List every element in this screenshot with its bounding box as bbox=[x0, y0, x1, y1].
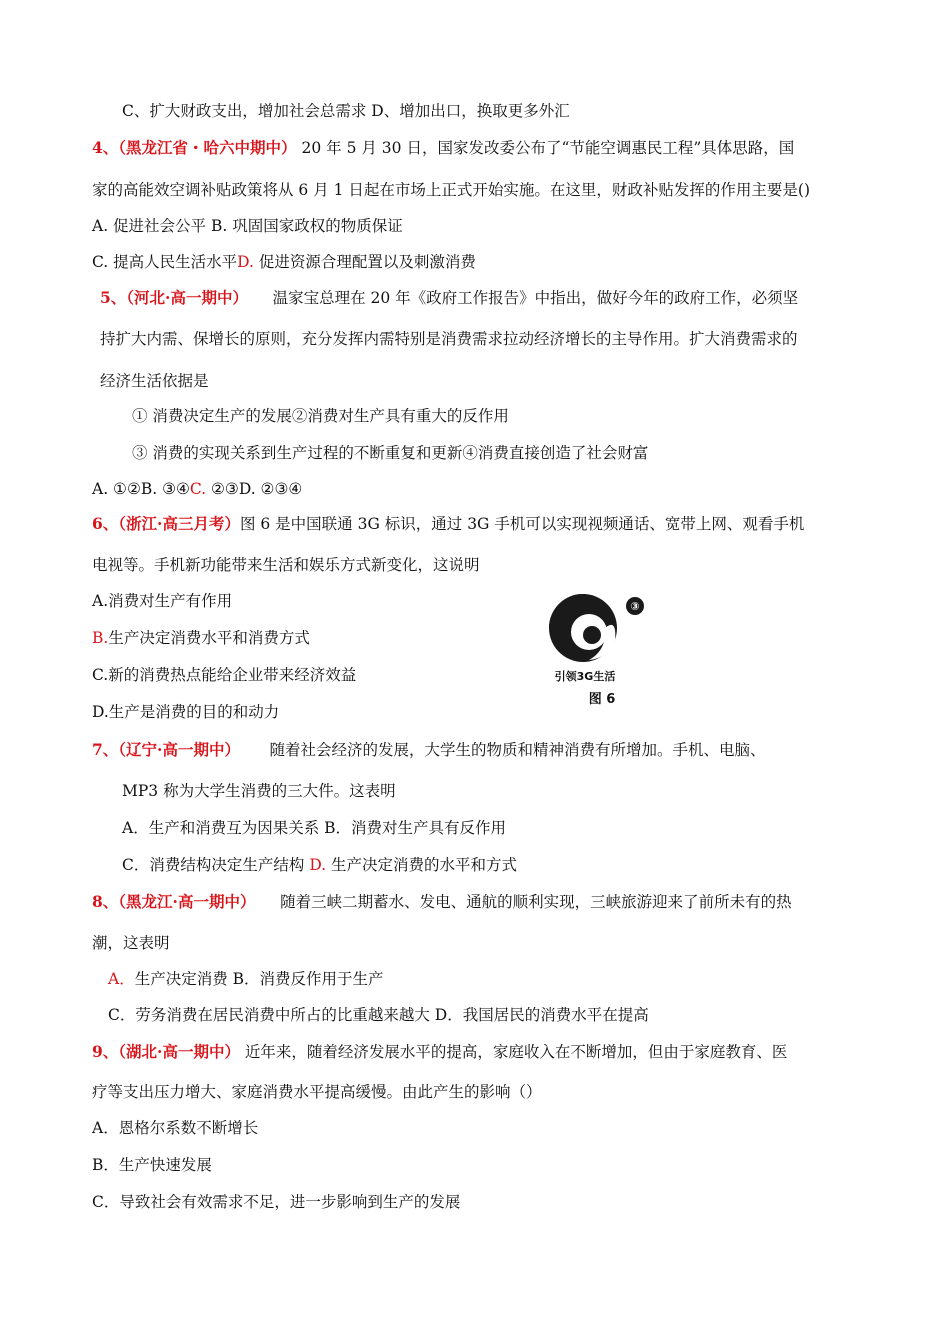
q8-options-a-b bbox=[108, 969, 384, 989]
q5-source: （河北·高一期中） bbox=[126, 288, 248, 307]
q8-number: 8、 bbox=[92, 892, 119, 911]
q9-stem-line2: 疗等支出压力增大、家庭消费水平提高缓慢。由此产生的影响（） bbox=[92, 1083, 542, 1101]
q6-stem-line1 bbox=[92, 514, 804, 534]
q7-number: 7、 bbox=[92, 740, 119, 759]
q6-text: 图 6 是中国联通 3G 标识，通过 3G 手机可以实现视频通话、宽带上网、观看手机 bbox=[239, 515, 805, 533]
q4-option-d: 促进资源合理配置以及刺激消费 bbox=[253, 253, 476, 271]
q5-items-3-4: ③ 消费的实现关系到生产过程的不断重复和更新④消费直接创造了社会财富 bbox=[132, 444, 649, 462]
q4-options-a-b: A. 促进社会公平 B. 巩固国家政权的物质保证 bbox=[92, 217, 403, 235]
q4-text: 20 年 5 月 30 日，国家发改委公布了“节能空调惠民工程”具体思路，国 bbox=[301, 139, 795, 157]
logo-superscript: ③ bbox=[630, 600, 640, 613]
q9-option-b: B．生产快速发展 bbox=[92, 1156, 212, 1174]
q8-answer-letter: A． bbox=[108, 970, 135, 988]
q4-options-c-d bbox=[92, 252, 476, 272]
q8-stem-line1 bbox=[92, 892, 792, 912]
q4-source: （黑龙江省・哈六中期中） bbox=[118, 138, 297, 157]
q5-answer-letter: C. bbox=[189, 480, 207, 498]
q4-stem-line1 bbox=[92, 138, 794, 158]
q5-stem-line2: 持扩大内需、保增长的原则，充分发挥内需特别是消费需求拉动经济增长的主导作用。扩大消费需求的 bbox=[100, 330, 798, 348]
q7-source: （辽宁·高一期中） bbox=[118, 740, 240, 759]
q5-text: 温家宝总理在 20 年《政府工作报告》中指出，做好今年的政府工作，必须坚 bbox=[272, 289, 799, 307]
q5-number: 5、 bbox=[100, 288, 127, 307]
q8-stem-line2: 潮，这表明 bbox=[92, 934, 170, 952]
q6-option-d: D.生产是消费的目的和动力 bbox=[92, 703, 280, 721]
q7-options-a-b: A．生产和消费互为因果关系 B．消费对生产具有反作用 bbox=[122, 819, 507, 837]
q9-number: 9、 bbox=[92, 1042, 119, 1061]
q6-option-a: A.消费对生产有作用 bbox=[92, 592, 233, 610]
logo-caption: 引领3G生活 bbox=[554, 670, 616, 683]
q4-number: 4、 bbox=[92, 138, 119, 157]
q3-option-c-d: C、扩大财政支出，增加社会总需求 D、增加出口，换取更多外汇 bbox=[122, 102, 570, 120]
q7-option-c: C．消费结构决定生产结构 bbox=[122, 856, 305, 874]
q5-stem-line1 bbox=[100, 288, 798, 308]
q8-text: 随着三峡二期蓄水、发电、通航的顺利实现，三峡旅游迎来了前所未有的热 bbox=[280, 893, 792, 911]
q7-stem-line2: MP3 称为大学生消费的三大件。这表明 bbox=[122, 782, 396, 800]
q6-source: （浙江·高三月考） bbox=[118, 514, 240, 533]
q4-answer-letter: D. bbox=[237, 253, 254, 271]
q9-source: （湖北·高一期中） bbox=[118, 1042, 240, 1061]
unicom-3g-logo-figure bbox=[545, 588, 665, 713]
q7-text: 随着社会经济的发展，大学生的物质和精神消费有所增加。手机、电脑、 bbox=[269, 741, 766, 759]
q6-number: 6、 bbox=[92, 514, 119, 533]
q6-stem-line2: 电视等。手机新功能带来生活和娱乐方式新变化，这说明 bbox=[92, 556, 480, 574]
q5-stem-line3: 经济生活依据是 bbox=[100, 372, 209, 390]
q5-options bbox=[92, 479, 302, 499]
q8-source: （黑龙江·高一期中） bbox=[118, 892, 256, 911]
q8-options-c-d: C．劳务消费在居民消费中所占的比重越来越大 D．我国居民的消费水平在提高 bbox=[108, 1006, 649, 1024]
q5-options-c-d: ②③D. ②③④ bbox=[206, 480, 303, 498]
q9-stem-line1 bbox=[92, 1042, 787, 1062]
q4-option-c: C. 提高人民生活水平 bbox=[92, 253, 238, 271]
q6-answer-letter: B. bbox=[92, 629, 109, 647]
unicom-3g-logo-icon bbox=[545, 588, 665, 713]
q4-stem-line2: 家的高能效空调补贴政策将从 6 月 1 日起在市场上正式开始实施。在这里，财政补贴发挥的作用主要是() bbox=[92, 181, 811, 199]
q9-option-c: C．导致社会有效需求不足，进一步影响到生产的发展 bbox=[92, 1193, 461, 1211]
q9-text: 近年来，随着经济发展水平的提高，家庭收入在不断增加，但由于家庭教育、医 bbox=[244, 1043, 788, 1061]
q7-options-c-d bbox=[122, 855, 517, 875]
q5-options-a-b: A. ①②B. ③④ bbox=[92, 480, 190, 498]
q7-answer-letter: D. bbox=[309, 856, 327, 874]
q6-option-b bbox=[92, 628, 310, 648]
figure-label: 图 6 bbox=[588, 692, 616, 707]
q7-option-d: 生产决定消费的水平和方式 bbox=[326, 856, 518, 874]
q5-items-1-2: ① 消费决定生产的发展②消费对生产具有重大的反作用 bbox=[132, 407, 509, 425]
q6-option-b-text: 生产决定消费水平和消费方式 bbox=[108, 629, 310, 647]
q7-stem-line1 bbox=[92, 740, 766, 760]
q6-option-c: C.新的消费热点能给企业带来经济效益 bbox=[92, 666, 357, 684]
q9-option-a: A．恩格尔系数不断增长 bbox=[92, 1119, 259, 1137]
q8-option-a-b: 生产决定消费 B．消费反作用于生产 bbox=[134, 970, 384, 988]
